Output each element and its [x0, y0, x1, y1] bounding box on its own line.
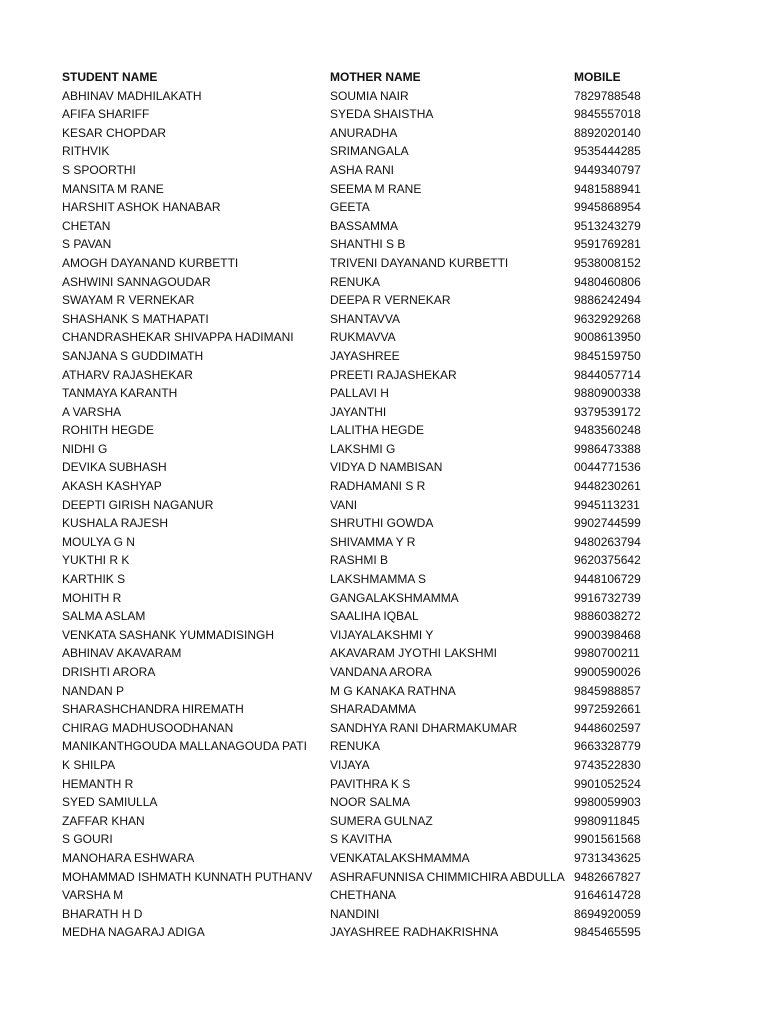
table-row — [62, 700, 664, 719]
table-row — [62, 124, 664, 143]
mother-name-cell: RENUKA — [330, 274, 381, 289]
table-row — [62, 403, 664, 422]
mother-name-cell: SUMERA GULNAZ — [330, 813, 433, 828]
mobile-cell: 9008613950 — [574, 330, 641, 345]
table-row — [62, 533, 664, 552]
mother-name-header: MOTHER NAME — [330, 70, 421, 84]
mother-name-cell: NOOR SALMA — [330, 795, 411, 810]
mobile-cell: 9845988857 — [574, 683, 641, 698]
mobile-cell: 9845557018 — [574, 107, 641, 122]
mother-name-cell: SYEDA SHAISTHA — [330, 107, 434, 122]
mother-name-cell: LAKSHMI G — [330, 441, 396, 456]
student-name-cell: NIDHI G — [62, 441, 108, 456]
mobile-cell: 9483560248 — [574, 423, 641, 438]
table-row — [62, 384, 664, 403]
table-row — [62, 905, 664, 924]
mobile-cell: 8892020140 — [574, 125, 641, 140]
mobile-cell: 9845465595 — [574, 925, 641, 940]
student-name-cell: AKASH KASHYAP — [62, 479, 162, 494]
header-row — [62, 68, 664, 87]
mother-name-cell: ASHRAFUNNISA CHIMMICHIRA ABDULLA — [330, 869, 565, 884]
table-row — [62, 217, 664, 236]
mother-name-cell: VIJAYA — [330, 757, 370, 772]
mother-name-cell: PAVITHRA K S — [330, 776, 411, 791]
mobile-cell: 9663328779 — [574, 739, 641, 754]
mother-name-cell: VANDANA ARORA — [330, 665, 432, 679]
student-name-cell: KUSHALA RAJESH — [62, 516, 169, 531]
mother-name-cell: LALITHA HEGDE — [330, 423, 425, 438]
mother-name-cell: RUKMAVVA — [330, 330, 396, 345]
mother-name-cell: SHIVAMMA Y R — [330, 534, 416, 549]
mobile-cell: 9620375642 — [574, 553, 641, 568]
mobile-cell: 9535444285 — [574, 144, 641, 159]
mobile-cell: 9481588941 — [574, 181, 641, 196]
mobile-cell: 9945868954 — [574, 200, 641, 215]
mobile-cell: 9900590026 — [574, 665, 641, 679]
student-name-cell: CHETAN — [62, 218, 111, 233]
mother-name-cell: RADHAMANI S R — [330, 479, 426, 494]
table-body — [62, 87, 664, 942]
student-name-cell: NANDAN P — [62, 683, 125, 698]
mother-name-cell: PREETI RAJASHEKAR — [330, 367, 457, 382]
mother-name-cell: SHARADAMMA — [330, 702, 417, 717]
table-row — [62, 421, 664, 440]
table-row — [62, 161, 664, 180]
student-name-cell: TANMAYA KARANTH — [62, 386, 178, 401]
mobile-cell: 9980059903 — [574, 795, 641, 810]
mobile-cell: 0044771536 — [574, 460, 641, 475]
table-row — [62, 868, 664, 887]
mobile-cell: 9900398468 — [574, 627, 641, 642]
student-name-cell: ATHARV RAJASHEKAR — [62, 367, 193, 382]
table-row — [62, 719, 664, 738]
table-row — [62, 87, 664, 106]
student-name-cell: ZAFFAR KHAN — [62, 813, 145, 828]
student-contact-table — [62, 68, 664, 942]
mobile-header: MOBILE — [574, 70, 621, 84]
mobile-cell: 9379539172 — [574, 404, 641, 419]
student-name-cell: VARSHA M — [62, 888, 124, 903]
student-name-header: STUDENT NAME — [62, 70, 158, 84]
mobile-cell: 9480263794 — [574, 534, 641, 549]
mobile-cell: 9916732739 — [574, 590, 641, 605]
mother-name-cell: SHANTAVVA — [330, 311, 401, 326]
mobile-cell: 9845159750 — [574, 348, 641, 363]
table-row — [62, 440, 664, 459]
mobile-cell: 9902744599 — [574, 516, 641, 531]
table-row — [62, 793, 664, 812]
mother-name-cell: M G KANAKA RATHNA — [330, 683, 456, 698]
student-name-cell: SWAYAM R VERNEKAR — [62, 293, 195, 308]
table-row — [62, 198, 664, 217]
table-row — [62, 328, 664, 347]
table-row — [62, 886, 664, 905]
student-name-cell: S SPOORTHI — [62, 162, 136, 177]
table-row — [62, 626, 664, 645]
student-name-cell: DEEPTI GIRISH NAGANUR — [62, 497, 214, 512]
table-row — [62, 923, 664, 942]
student-name-cell: HEMANTH R — [62, 776, 134, 791]
mother-name-cell: LAKSHMAMMA S — [330, 572, 427, 587]
table-row — [62, 180, 664, 199]
mobile-cell: 9972592661 — [574, 702, 641, 717]
mobile-cell: 9164614728 — [574, 888, 641, 903]
mobile-cell: 9448230261 — [574, 479, 641, 494]
table-row — [62, 775, 664, 794]
mobile-cell: 9980911845 — [574, 813, 640, 828]
table-row — [62, 458, 664, 477]
table-row — [62, 366, 664, 385]
mobile-cell: 9844057714 — [574, 367, 641, 382]
mother-name-cell: RENUKA — [330, 739, 381, 754]
mobile-cell: 9513243279 — [574, 218, 641, 233]
mobile-cell: 9448106729 — [574, 572, 641, 587]
mobile-cell: 9886242494 — [574, 293, 641, 308]
mobile-cell: 9538008152 — [574, 255, 641, 270]
mother-name-cell: VIJAYALAKSHMI Y — [330, 627, 434, 642]
table-row — [62, 812, 664, 831]
student-name-cell: KESAR CHOPDAR — [62, 125, 167, 140]
student-name-cell: ABHINAV MADHILAKATH — [62, 88, 202, 103]
table-row — [62, 347, 664, 366]
mother-name-cell: SHRUTHI GOWDA — [330, 516, 434, 531]
mother-name-cell: GANGALAKSHMAMMA — [330, 590, 459, 605]
mobile-cell: 9482667827 — [574, 869, 641, 884]
student-name-cell: CHANDRASHEKAR SHIVAPPA HADIMANI — [62, 330, 294, 345]
table-row — [62, 756, 664, 775]
mother-name-cell: JAYASHREE RADHAKRISHNA — [330, 925, 499, 940]
mother-name-cell: TRIVENI DAYANAND KURBETTI — [330, 255, 509, 270]
table-row — [62, 663, 664, 682]
table-row — [62, 235, 664, 254]
student-name-cell: S PAVAN — [62, 237, 112, 252]
student-name-cell: MOULYA G N — [62, 534, 135, 549]
mobile-cell: 9591769281 — [574, 237, 641, 252]
mobile-cell: 9980700211 — [574, 646, 640, 661]
mobile-cell: 9448602597 — [574, 720, 641, 735]
table-row — [62, 291, 664, 310]
student-name-cell: MEDHA NAGARAJ ADIGA — [62, 925, 205, 940]
mother-name-cell: JAYASHREE — [330, 348, 400, 363]
student-name-cell: BHARATH H D — [62, 906, 143, 921]
mother-name-cell: JAYANTHI — [330, 404, 387, 419]
student-name-cell: SHASHANK S MATHAPATI — [62, 311, 209, 326]
table-row — [62, 570, 664, 589]
student-name-cell: ROHITH HEGDE — [62, 423, 155, 438]
mobile-cell: 9743522830 — [574, 757, 641, 772]
student-name-cell: DRISHTI ARORA — [62, 665, 156, 679]
student-name-cell: SANJANA S GUDDIMATH — [62, 348, 204, 363]
mother-name-cell: PALLAVI H — [330, 386, 389, 401]
mobile-cell: 9449340797 — [574, 162, 641, 177]
student-name-cell: YUKTHI R K — [62, 553, 130, 568]
student-name-cell: VENKATA SASHANK YUMMADISINGH — [62, 627, 275, 642]
mother-name-cell: BASSAMMA — [330, 218, 399, 233]
mobile-cell: 7829788548 — [574, 88, 641, 103]
mother-name-cell: SEEMA M RANE — [330, 181, 422, 196]
table-row — [62, 682, 664, 701]
table-row — [62, 310, 664, 329]
mother-name-cell: ASHA RANI — [330, 162, 395, 177]
student-name-cell: MANSITA M RANE — [62, 181, 164, 196]
student-name-cell: A VARSHA — [62, 404, 122, 419]
mother-name-cell: CHETHANA — [330, 888, 397, 903]
student-name-cell: MOHITH R — [62, 590, 122, 605]
student-name-cell: S GOURI — [62, 832, 113, 847]
table-row — [62, 105, 664, 124]
mobile-cell: 9901561568 — [574, 832, 641, 847]
mother-name-cell: NANDINI — [330, 906, 380, 921]
table-row — [62, 849, 664, 868]
student-name-cell: ASHWINI SANNAGOUDAR — [62, 274, 211, 289]
student-name-cell: CHIRAG MADHUSOODHANAN — [62, 720, 234, 735]
mother-name-cell: SANDHYA RANI DHARMAKUMAR — [330, 720, 518, 735]
table-row — [62, 496, 664, 515]
mother-name-cell: SHANTHI S B — [330, 237, 406, 252]
mobile-cell: 9986473388 — [574, 441, 641, 456]
student-name-cell: SHARASHCHANDRA HIREMATH — [62, 702, 244, 717]
student-name-cell: K SHILPA — [62, 757, 116, 772]
table-row — [62, 589, 664, 608]
mother-name-cell: SOUMIA NAIR — [330, 88, 409, 103]
student-name-cell: RITHVIK — [62, 144, 110, 159]
student-name-cell: KARTHIK S — [62, 572, 126, 587]
table-row — [62, 254, 664, 273]
mobile-cell: 8694920059 — [574, 906, 641, 921]
student-name-cell: HARSHIT ASHOK HANABAR — [62, 200, 221, 215]
table-row — [62, 644, 664, 663]
mobile-cell: 9901052524 — [574, 776, 641, 791]
mobile-cell: 9886038272 — [574, 609, 641, 624]
table-row — [62, 830, 664, 849]
student-name-cell: AMOGH DAYANAND KURBETTI — [62, 255, 239, 270]
mother-name-cell: VIDYA D NAMBISAN — [330, 460, 443, 475]
mother-name-cell: SRIMANGALA — [330, 144, 409, 159]
student-name-cell: MANOHARA ESHWARA — [62, 850, 195, 865]
table-row — [62, 551, 664, 570]
table-row — [62, 514, 664, 533]
student-name-cell: MANIKANTHGOUDA MALLANAGOUDA PATI — [62, 739, 307, 754]
student-name-cell: SYED SAMIULLA — [62, 795, 158, 810]
mobile-cell: 9945113231 — [574, 497, 640, 512]
mother-name-cell: VENKATALAKSHMAMMA — [330, 850, 470, 865]
mobile-cell: 9880900338 — [574, 386, 641, 401]
mother-name-cell: RASHMI B — [330, 553, 389, 568]
table-row — [62, 273, 664, 292]
mother-name-cell: ANURADHA — [330, 125, 398, 140]
student-name-cell: MOHAMMAD ISHMATH KUNNATH PUTHANV — [62, 869, 313, 884]
mother-name-cell: S KAVITHA — [330, 832, 392, 847]
student-name-cell: ABHINAV AKAVARAM — [62, 646, 182, 661]
mobile-cell: 9731343625 — [574, 850, 641, 865]
mobile-cell: 9480460806 — [574, 274, 641, 289]
mother-name-cell: VANI — [330, 497, 358, 512]
table-row — [62, 607, 664, 626]
student-name-cell: AFIFA SHARIFF — [62, 107, 150, 122]
table-row — [62, 477, 664, 496]
mother-name-cell: AKAVARAM JYOTHI LAKSHMI — [330, 646, 497, 661]
student-name-cell: DEVIKA SUBHASH — [62, 460, 167, 475]
mother-name-cell: SAALIHA IQBAL — [330, 609, 419, 624]
student-name-cell: SALMA ASLAM — [62, 609, 146, 624]
mobile-cell: 9632929268 — [574, 311, 641, 326]
table-row — [62, 737, 664, 756]
mother-name-cell: GEETA — [330, 200, 370, 215]
table-row — [62, 142, 664, 161]
mother-name-cell: DEEPA R VERNEKAR — [330, 293, 451, 308]
